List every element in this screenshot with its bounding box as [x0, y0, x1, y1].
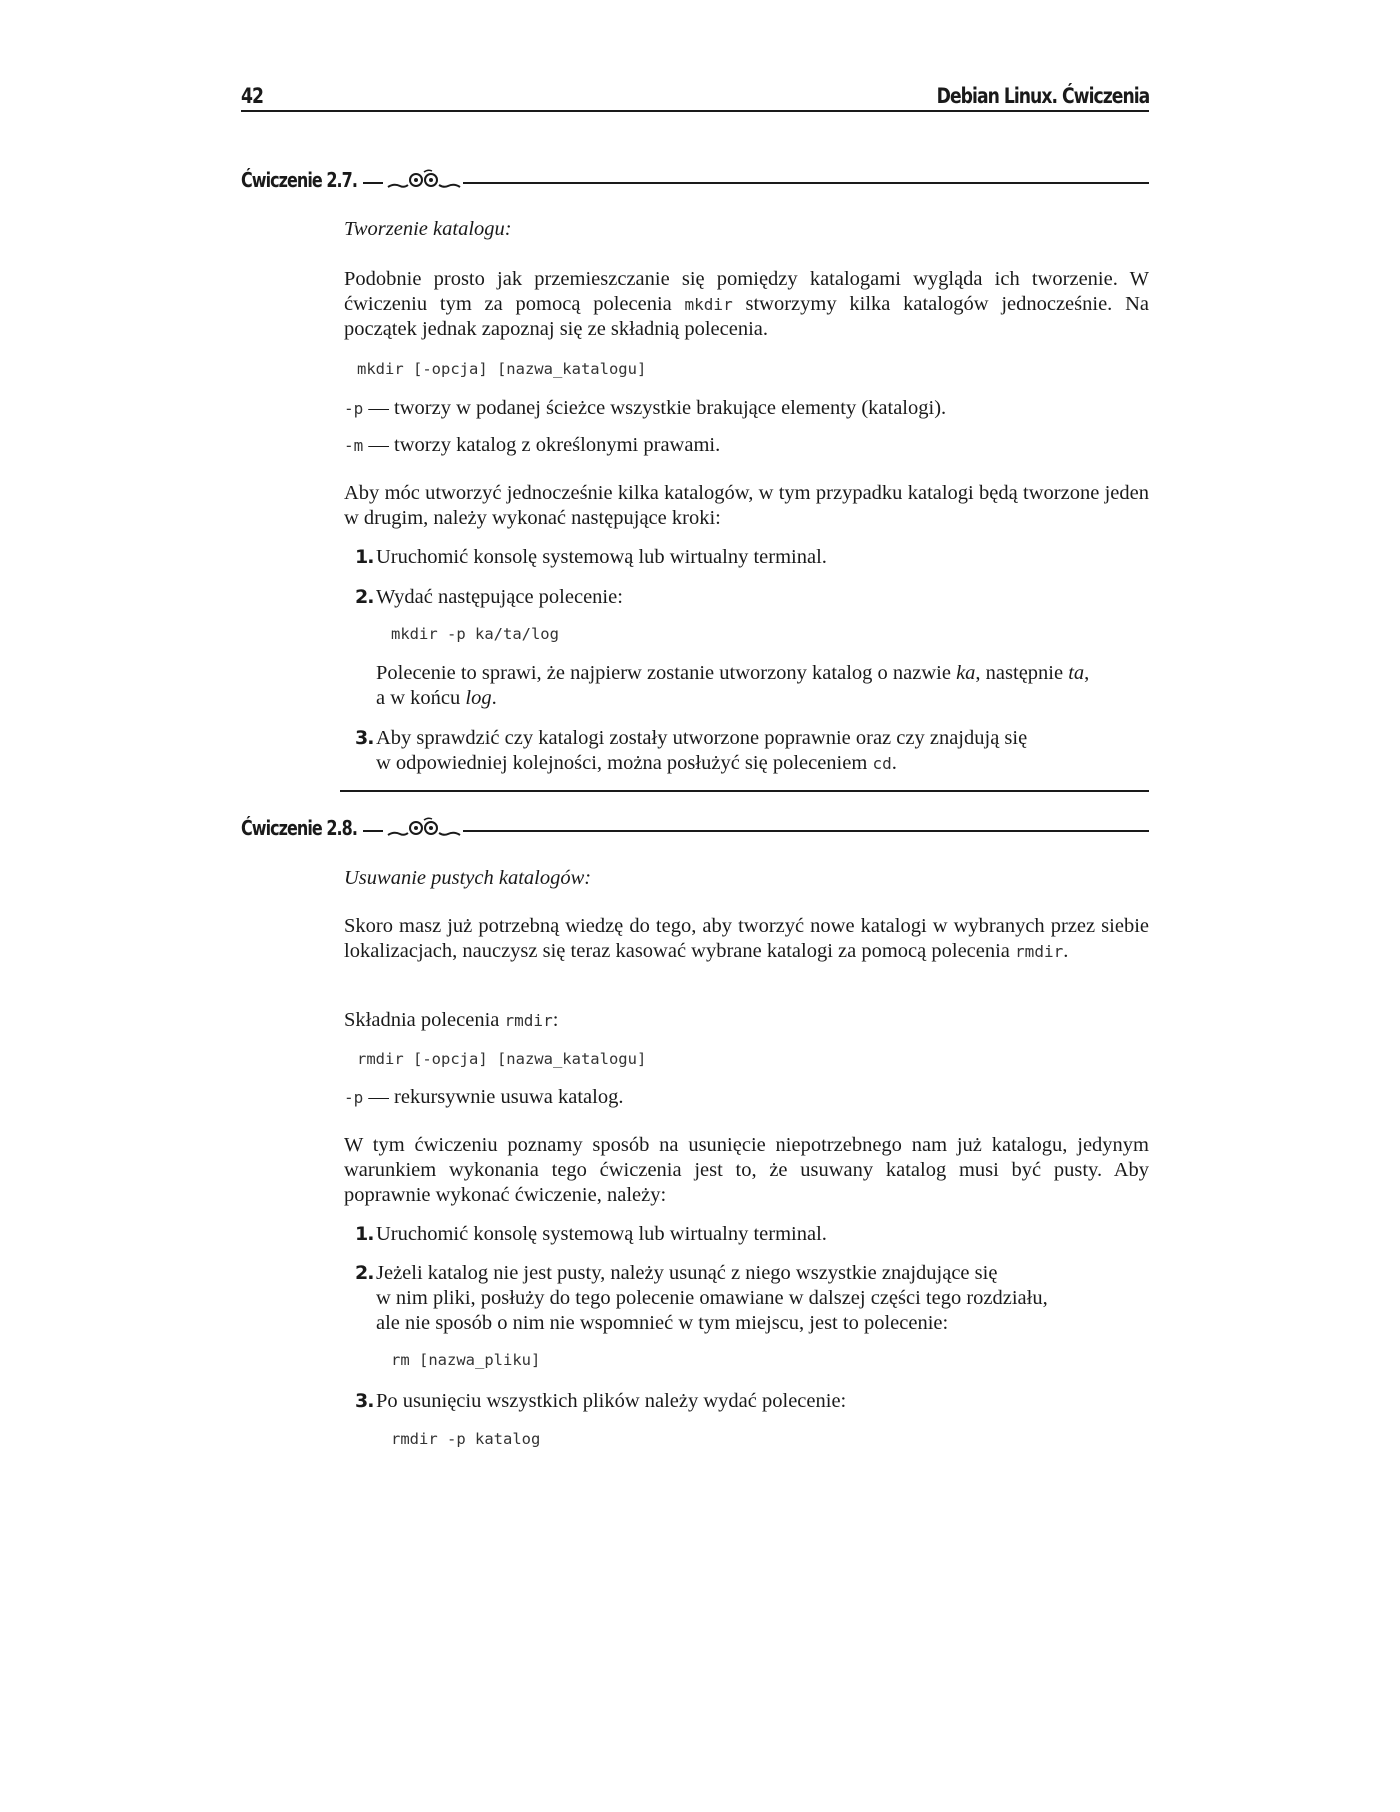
intro-text: .	[1063, 940, 1069, 962]
heading-dash	[363, 830, 383, 832]
step-text: Uruchomić konsolę systemową lub wirtualny terminal.	[376, 1223, 827, 1245]
step-note	[376, 661, 1136, 711]
step-text	[376, 726, 1136, 776]
note-text: ,	[1084, 662, 1090, 684]
exercise-intro	[344, 267, 1149, 342]
step-text	[376, 1261, 1136, 1336]
step-text: Wydać następujące polecenie:	[376, 586, 623, 608]
heading-dash	[363, 182, 383, 184]
syntax-code: mkdir [-opcja] [nazwa_katalogu]	[357, 360, 647, 378]
running-header	[241, 82, 1149, 112]
step-code: rmdir -p katalog	[391, 1430, 541, 1448]
note-italic: ta	[1068, 662, 1085, 684]
step-code: mkdir -p ka/ta/log	[391, 625, 559, 643]
step-text: Po usunięciu wszystkich plików należy wydać polecenie:	[376, 1390, 847, 1412]
syntax-intro	[344, 1008, 1149, 1033]
note-italic: ka	[956, 662, 976, 684]
exercise-label: Ćwiczenie 2.8.	[241, 816, 357, 840]
syntax-intro-text: Składnia polecenia	[344, 1009, 505, 1031]
option-text: — tworzy w podanej ścieżce wszystkie brakujące elementy (katalogi).	[363, 397, 947, 419]
exercise-end-rule	[340, 790, 1149, 792]
syntax-code: rmdir [-opcja] [nazwa_katalogu]	[357, 1050, 647, 1068]
step-number: 2.	[355, 1262, 374, 1284]
note-text: .	[491, 687, 497, 709]
heading-rule	[463, 182, 1149, 184]
note-text: Polecenie to sprawi, że najpierw zostanie utworzony katalog o nazwie	[376, 662, 957, 684]
option-flag: -p	[344, 1088, 364, 1107]
exercise-heading	[241, 168, 1149, 198]
page-number: 42	[241, 84, 263, 108]
syntax-intro-text: :	[552, 1009, 559, 1031]
step-number: 2.	[355, 586, 374, 608]
option-flag: -p	[344, 399, 364, 418]
ornament-icon	[386, 816, 462, 842]
option-line	[344, 1085, 1149, 1110]
note-text: , następnie	[975, 662, 1069, 684]
step-text-line: w nim pliki, posłuży do tego polecenie omawiane w dalszej części tego rozdziału,	[376, 1287, 1048, 1309]
option-text: — tworzy katalog z określonymi prawami.	[363, 434, 721, 456]
inline-command: mkdir	[684, 295, 733, 314]
exercise-label: Ćwiczenie 2.7.	[241, 168, 357, 192]
intro-text: Skoro masz już potrzebną wiedzę do tego, aby tworzyć nowe katalogi w wybranych przez siebie lokalizacjach, nauczysz się teraz kasować wybrane katalogi za pomocą polecenia	[344, 915, 1149, 962]
step-number: 3.	[355, 727, 374, 749]
inline-command: rmdir	[504, 1011, 553, 1030]
note-italic: log	[465, 687, 492, 709]
inline-command: rmdir	[1015, 942, 1064, 961]
exercise-subtitle: Tworzenie katalogu:	[344, 218, 512, 240]
step-text: Uruchomić konsolę systemową lub wirtualny terminal.	[376, 546, 827, 568]
intro-text: Podobnie prosto jak przemieszczanie się pomiędzy katalogami wygląda ich tworzenie. W ćwiczeniu tym za pomocą polecenia	[344, 268, 1149, 315]
step-number: 1.	[355, 546, 374, 568]
heading-rule	[463, 830, 1149, 832]
option-line	[344, 396, 1149, 421]
exercise-subtitle: Usuwanie pustych katalogów:	[344, 867, 592, 889]
step-text-line: ale nie sposób o nim nie wspomnieć w tym miejscu, jest to polecenie:	[376, 1312, 949, 1334]
exercise-heading	[241, 816, 1149, 846]
intro-text: stworzymy kilka katalogów jednocześnie. Na początek jednak zapoznaj się ze składnią polecenia.	[344, 293, 1149, 340]
book-title: Debian Linux. Ćwiczenia	[936, 84, 1149, 108]
option-line	[344, 433, 1149, 458]
exercise-intro	[344, 914, 1149, 964]
step-number: 3.	[355, 1390, 374, 1412]
inline-command: cd	[872, 754, 892, 773]
step-text-line: Jeżeli katalog nie jest pusty, należy usunąć z niego wszystkie znajdujące się	[376, 1262, 998, 1284]
option-text: — rekursywnie usuwa katalog.	[363, 1086, 624, 1108]
exercise-paragraph: W tym ćwiczeniu poznamy sposób na usunięcie niepotrzebnego nam już katalogu, jedynym warunkiem wykonania tego ćwiczenia jest to, że usuwany katalog musi być pusty. Aby poprawnie wykonać ćwiczenie, należy:	[344, 1134, 1149, 1206]
note-text: a w końcu	[376, 687, 466, 709]
step-code: rm [nazwa_pliku]	[391, 1351, 541, 1369]
step-text-line: .	[891, 752, 897, 774]
exercise-paragraph: Aby móc utworzyć jednocześnie kilka katalogów, w tym przypadku katalogi będą tworzone jeden w drugim, należy wykonać następujące kroki:	[344, 482, 1149, 529]
ornament-icon	[386, 168, 462, 194]
option-flag: -m	[344, 436, 364, 455]
step-number: 1.	[355, 1223, 374, 1245]
step-text-line: w odpowiedniej kolejności, można posłużyć się poleceniem	[376, 752, 873, 774]
step-text-line: Aby sprawdzić czy katalogi zostały utworzone poprawnie oraz czy znajdują się	[376, 727, 1028, 749]
